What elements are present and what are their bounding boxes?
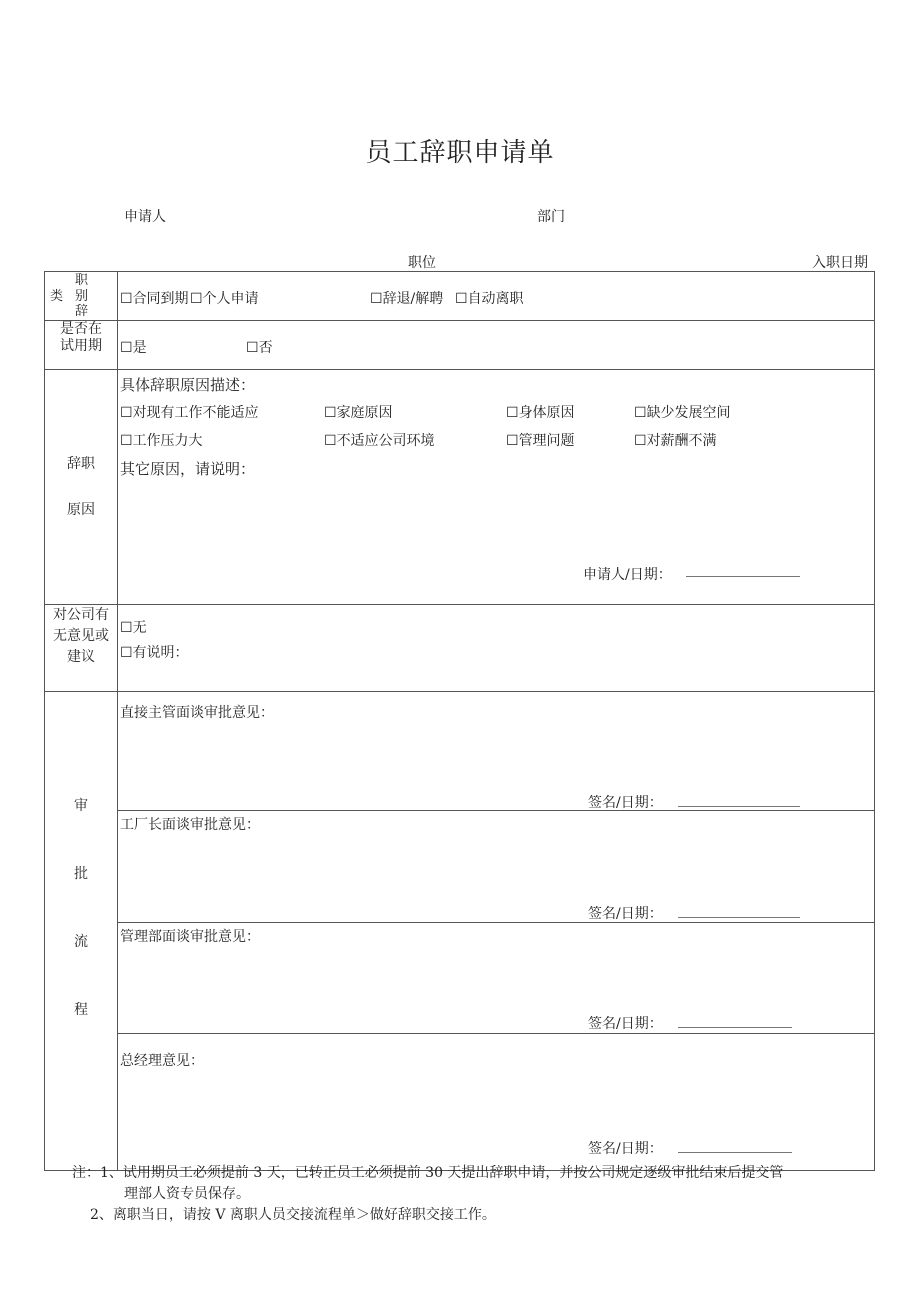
approval-row-supervisor (45, 692, 875, 811)
note-line-1: 注：1、试用期员工必须提前 3 天，已转正员工必须提前 30 天提出辞职申请，并按公司规定逐级审批结束后提交管 (72, 1165, 784, 1181)
supervisor-sign-field[interactable] (678, 792, 800, 807)
approval-label-char-4: 程 (74, 1002, 88, 1018)
gm-sign-field[interactable] (678, 1138, 792, 1153)
option-probation-yes[interactable]: ☐是 (120, 340, 147, 356)
gm-sign-label: 签名/日期： (588, 1141, 663, 1157)
opinion-row-options (118, 605, 875, 692)
reason-label-line1: 辞职 (67, 456, 95, 472)
option-auto-leave[interactable]: ☐自动离职 (455, 291, 524, 307)
approval-label-char-1: 审 (74, 798, 88, 814)
reason-development[interactable]: ☐缺少发展空间 (634, 405, 731, 421)
approval-row-label (45, 692, 118, 1171)
note-line-2: 理部人资专员保存。 (124, 1186, 250, 1202)
reason-adapt[interactable]: ☐对现有工作不能适应 (120, 405, 259, 421)
approval-supervisor-cell (118, 692, 875, 811)
option-dismissal[interactable]: ☐辞退/解聘 (370, 291, 444, 307)
reason-pressure[interactable]: ☐工作压力大 (120, 433, 203, 449)
opinion-label-line2: 无意见或 (53, 628, 109, 644)
type-row (45, 272, 875, 321)
type-row-label (45, 272, 118, 321)
type-label-mid-right: 别 (75, 289, 89, 304)
approval-label-char-2: 批 (74, 866, 88, 882)
reason-label-line2: 原因 (67, 502, 95, 518)
reason-desc-label: 具体辞职原因描述： (120, 376, 256, 394)
admin-approval-title: 管理部面谈审批意见： (120, 929, 260, 945)
option-opinion-explain[interactable]: ☐有说明： (120, 645, 189, 661)
admin-sign-field[interactable] (678, 1013, 792, 1028)
probation-row-label (45, 321, 118, 370)
probation-row (45, 321, 875, 370)
applicant-date-field[interactable] (686, 562, 800, 577)
reason-other-label: 其它原因，请说明： (120, 460, 256, 478)
reason-salary[interactable]: ☐对薪酬不满 (634, 433, 717, 449)
probation-label-line1: 是否在 (60, 321, 102, 337)
option-probation-no[interactable]: ☐否 (246, 340, 273, 356)
reason-row (45, 370, 875, 605)
note-line-3: 2、离职当日，请按 V 离职人员交接流程单＞做好辞职交接工作。 (90, 1207, 496, 1223)
gm-approval-title: 总经理意见： (120, 1053, 204, 1069)
factory-sign-label: 签名/日期： (588, 906, 663, 922)
supervisor-sign-label: 签名/日期： (588, 795, 663, 811)
type-label-bottom: 辞 (75, 304, 89, 319)
option-contract-expire[interactable]: ☐合同到期 (120, 291, 189, 307)
type-label-top: 职 (75, 273, 89, 288)
type-row-options (118, 272, 875, 321)
approval-row-gm (45, 1034, 875, 1171)
resignation-form-table (44, 271, 875, 1171)
position-label: 职位 (408, 255, 436, 271)
department-label: 部门 (537, 209, 565, 225)
approval-factory-cell (118, 811, 875, 923)
supervisor-approval-title: 直接主管面谈审批意见： (120, 705, 274, 721)
opinion-row-label (45, 605, 118, 692)
probation-row-options (118, 321, 875, 370)
page-title: 员工辞职申请单 (365, 138, 555, 168)
option-opinion-none[interactable]: ☐无 (120, 620, 147, 636)
opinion-row (45, 605, 875, 692)
applicant-label: 申请人 (124, 209, 166, 225)
approval-row-factory (45, 811, 875, 923)
factory-sign-field[interactable] (678, 903, 800, 918)
reason-row-content (118, 370, 875, 605)
reason-row-label (45, 370, 118, 605)
factory-approval-title: 工厂长面谈审批意见： (120, 817, 260, 833)
option-personal-request[interactable]: ☐个人申请 (190, 291, 259, 307)
reason-family[interactable]: ☐家庭原因 (324, 405, 393, 421)
hire-date-label: 入职日期 (812, 255, 868, 271)
approval-label-char-3: 流 (74, 934, 88, 950)
opinion-label-line3: 建议 (67, 649, 95, 665)
approval-gm-cell (118, 1034, 875, 1171)
reason-management[interactable]: ☐管理问题 (506, 433, 575, 449)
approval-row-admin (45, 923, 875, 1034)
reason-health[interactable]: ☐身体原因 (506, 405, 575, 421)
applicant-date-label: 申请人/日期： (583, 567, 672, 583)
type-label-mid-left: 类 (50, 289, 64, 304)
admin-sign-label: 签名/日期： (588, 1016, 663, 1032)
approval-admin-cell (118, 923, 875, 1034)
reason-environment[interactable]: ☐不适应公司环境 (324, 433, 435, 449)
opinion-label-line1: 对公司有 (53, 607, 109, 623)
probation-label-line2: 试用期 (60, 338, 102, 354)
